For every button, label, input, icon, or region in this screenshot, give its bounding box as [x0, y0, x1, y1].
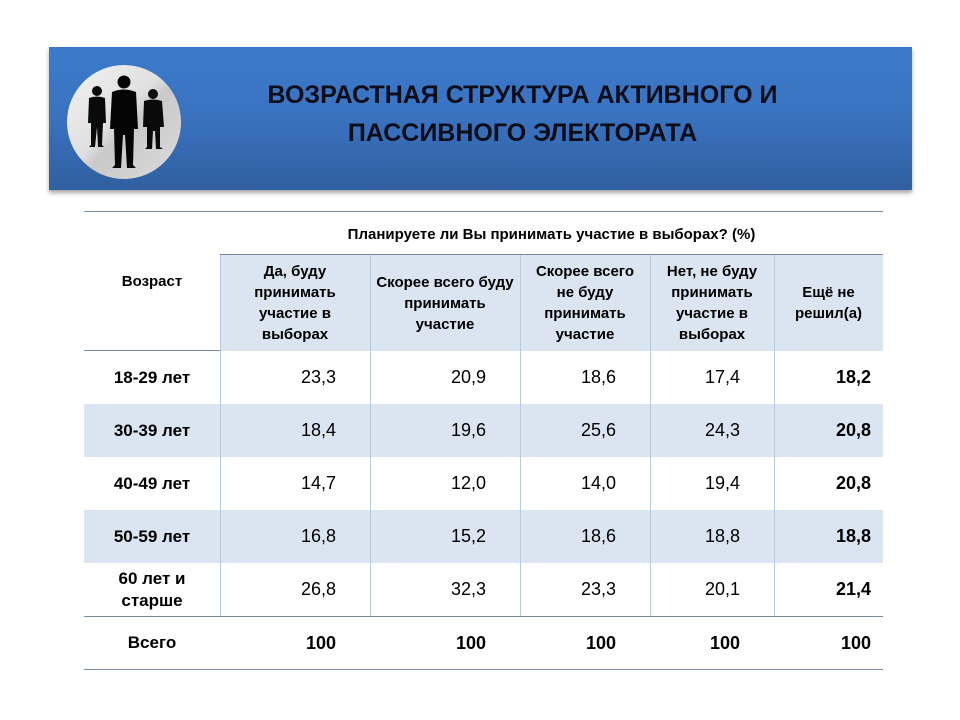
value-cell: 20,1 [704, 579, 740, 599]
value-cell: 18,8 [835, 526, 871, 546]
row-label: 18-29 лет [113, 367, 191, 387]
column-header-yes [220, 255, 370, 351]
row-header-label: Возраст [121, 272, 183, 290]
value-cell: 20,8 [835, 473, 871, 493]
total-cell: 100 [455, 632, 486, 653]
row-header-age [84, 211, 220, 351]
slide-title [195, 76, 850, 152]
value-cell: 18,2 [835, 367, 871, 387]
value-cell: 14,7 [300, 473, 336, 493]
value-cell: 18,8 [704, 526, 740, 546]
total-label: Всего [127, 633, 177, 652]
value-cell: 20,9 [450, 367, 486, 387]
column-header-likely-no [520, 255, 650, 351]
group-header-question [220, 217, 883, 251]
value-cell: 21,4 [835, 579, 871, 599]
row-label-text: 60 лет и старше [118, 568, 186, 610]
value-cell: 20,8 [835, 420, 871, 440]
group-header-label: Планируете ли Вы принимать участие в выборах? (%) [347, 225, 756, 243]
slide-title-line-2: ПАССИВНОГО ЭЛЕКТОРАТА [347, 119, 698, 147]
column-header-label: Нет, не буду принимать участие в выборах [666, 263, 758, 343]
value-cell: 23,3 [300, 367, 336, 387]
value-cell: 26,8 [300, 579, 336, 599]
value-cell: 17,4 [704, 367, 740, 387]
row-label: 50-59 лет [113, 526, 191, 546]
column-header-label: Скорее всего буду принимать участие [376, 273, 514, 333]
value-cell: 19,6 [450, 420, 486, 440]
value-cell: 15,2 [450, 526, 486, 546]
people-silhouettes-icon [67, 65, 181, 179]
column-header-label: Скорее всего не буду принимать участие [535, 263, 635, 343]
column-header-undecided [774, 255, 883, 351]
value-cell: 32,3 [450, 579, 486, 599]
age-structure-table [84, 211, 883, 670]
total-cell: 100 [585, 632, 616, 653]
value-cell: 24,3 [704, 420, 740, 440]
total-cell: 100 [840, 632, 871, 653]
value-cell: 25,6 [580, 420, 616, 440]
total-cell: 100 [709, 632, 740, 653]
total-cell: 100 [305, 632, 336, 653]
column-header-likely-yes [370, 255, 520, 351]
table-bottom-rule [84, 669, 883, 670]
row-label: 40-49 лет [113, 473, 191, 493]
row-label: 30-39 лет [113, 420, 191, 440]
value-cell: 12,0 [450, 473, 486, 493]
value-cell: 19,4 [704, 473, 740, 493]
value-cell: 23,3 [580, 579, 616, 599]
slide-title-line-1: ВОЗРАСТНАЯ СТРУКТУРА АКТИВНОГО И [267, 81, 778, 109]
value-cell: 16,8 [300, 526, 336, 546]
value-cell: 18,6 [580, 526, 616, 546]
column-header-no [650, 255, 774, 351]
value-cell: 14,0 [580, 473, 616, 493]
value-cell: 18,6 [580, 367, 616, 387]
column-header-label: Да, буду принимать участие в выборах [254, 263, 336, 343]
value-cell: 18,4 [300, 420, 336, 440]
column-header-label: Ещё не решил(а) [794, 284, 863, 322]
row-label [84, 563, 220, 616]
